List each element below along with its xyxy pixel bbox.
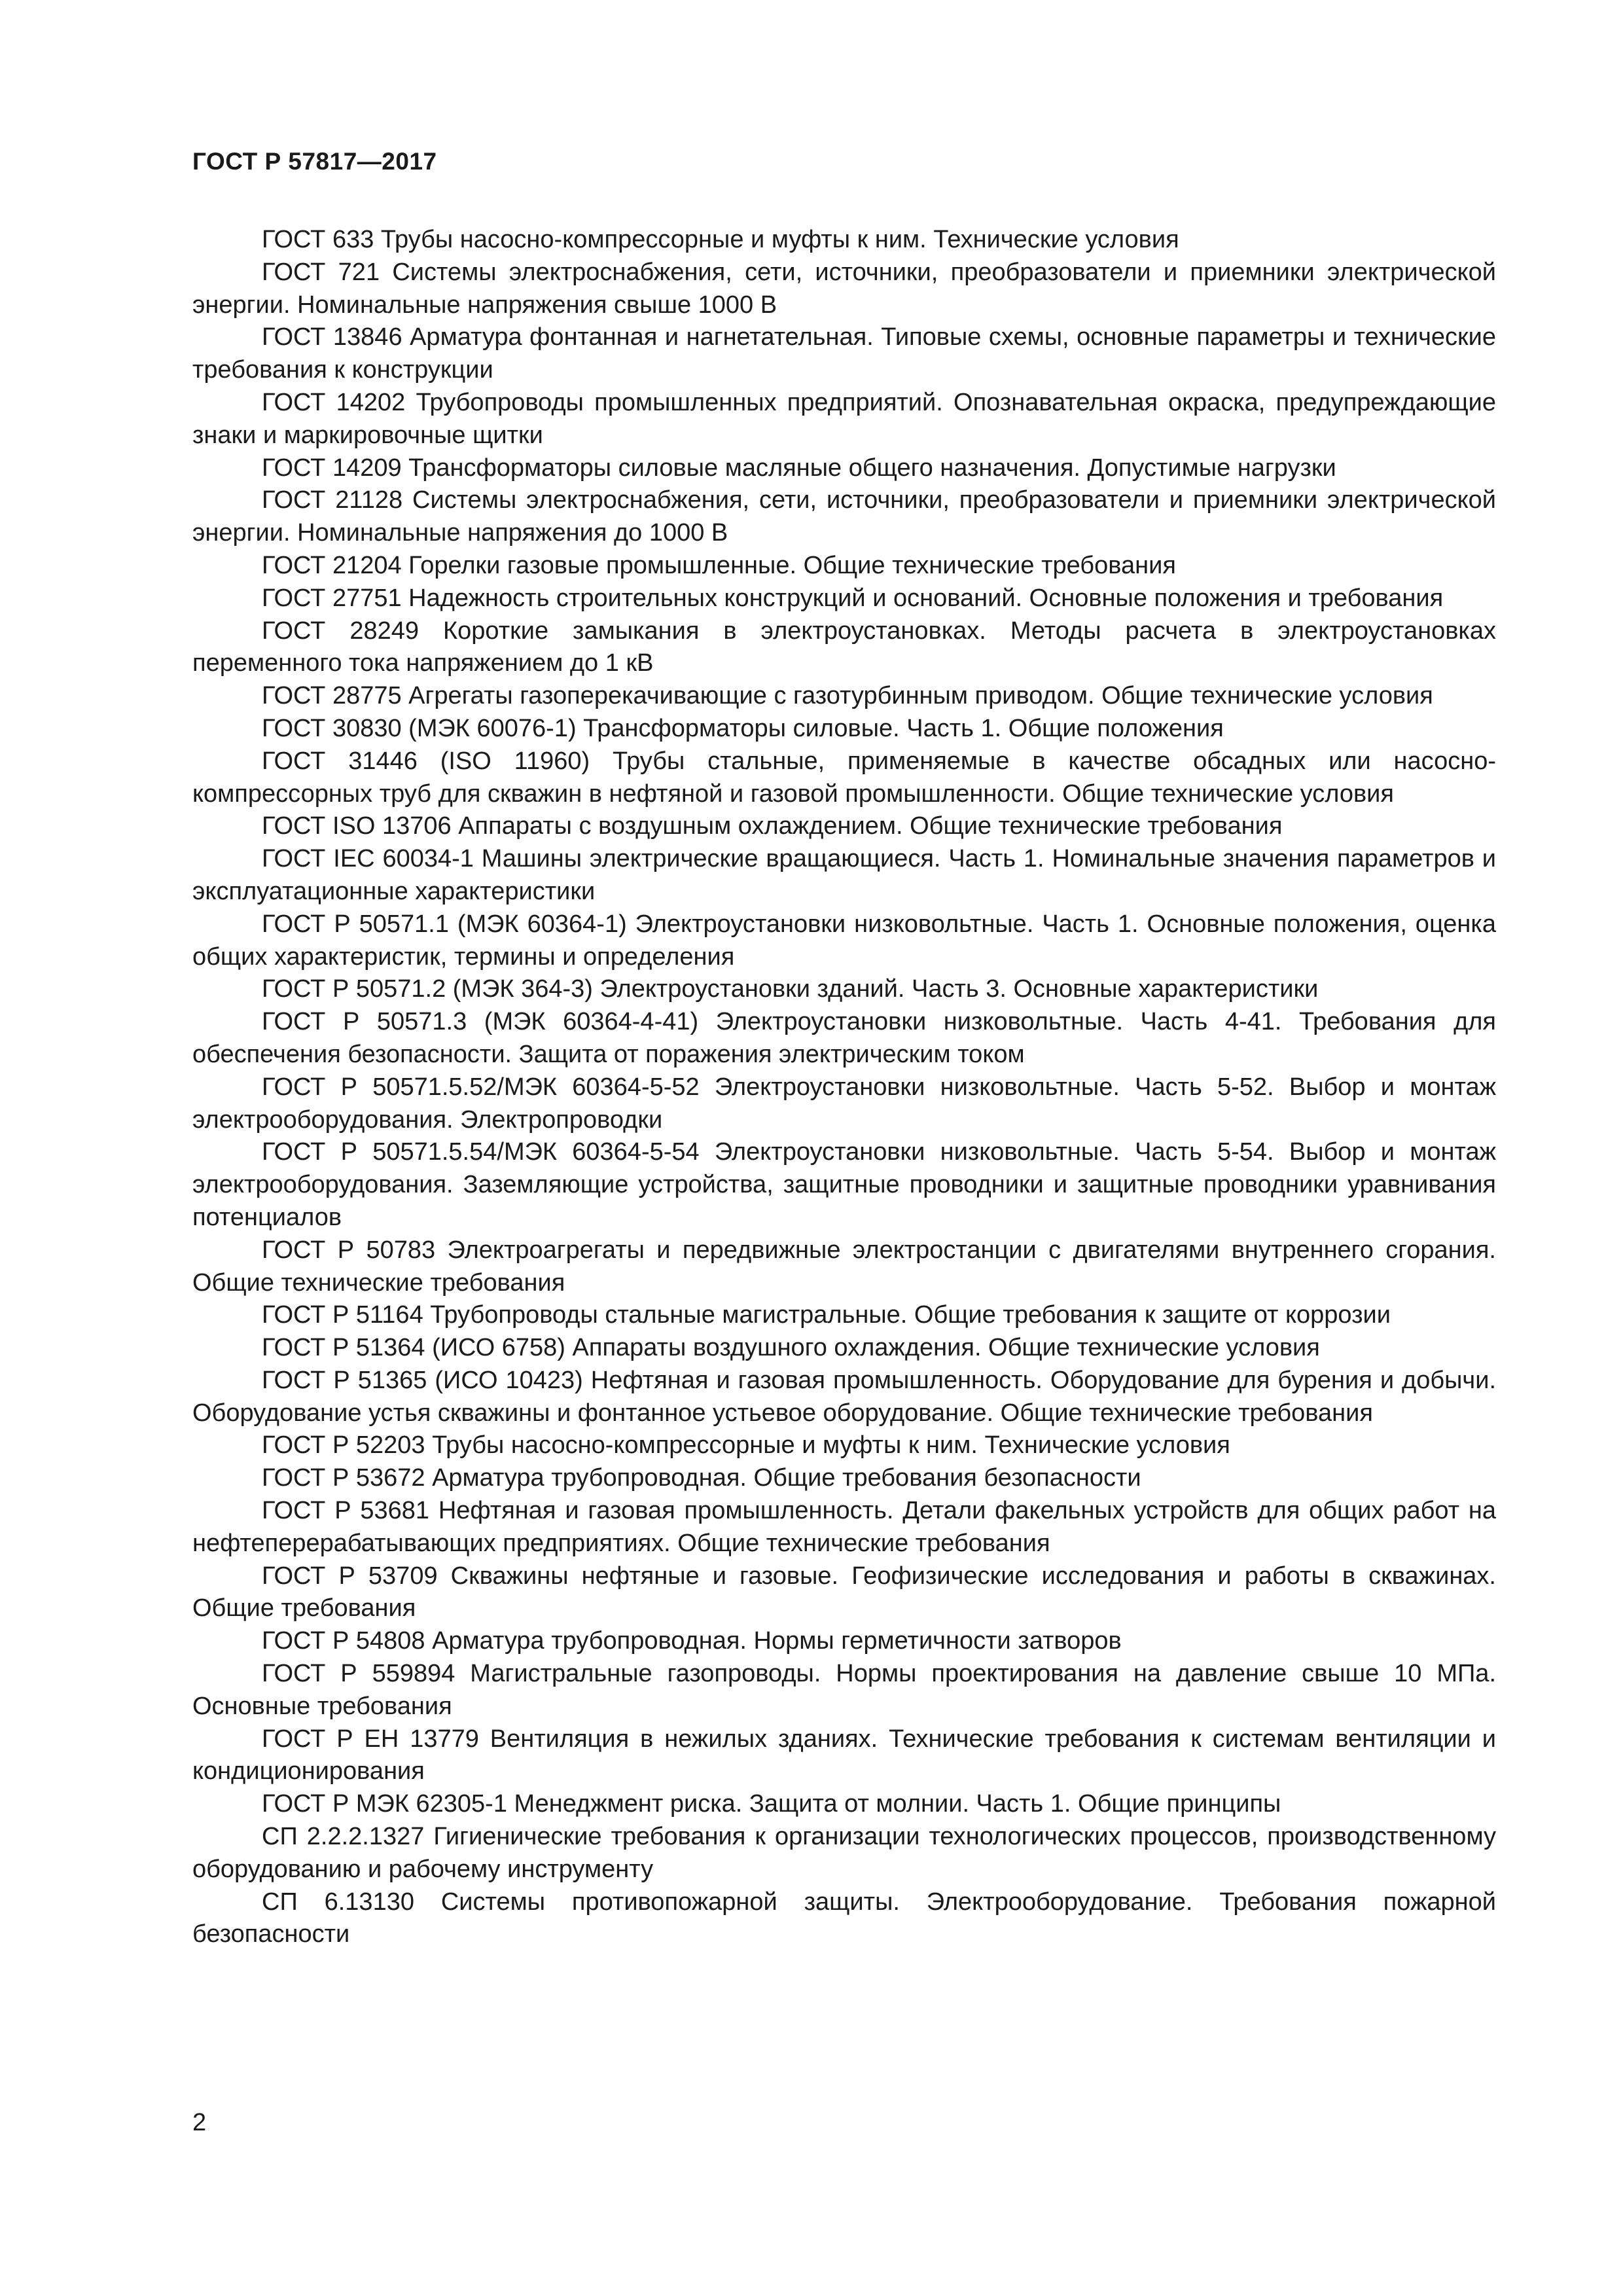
reference-item: ГОСТ IEC 60034-1 Машины электрические вращающиеся. Часть 1. Номинальные значения параметров и эксплуатационные характеристики <box>192 845 1496 905</box>
reference-item: ГОСТ 21204 Горелки газовые промышленные. Общие технические требования <box>262 551 1176 579</box>
reference-item: ГОСТ 28249 Короткие замыкания в электроустановках. Методы расчета в электроустановках переменного тока напряжением до 1 кВ <box>192 617 1496 677</box>
reference-item: ГОСТ Р 53681 Нефтяная и газовая промышленность. Детали факельных устройств для общих работ на нефтеперерабатывающих предприятиях. Общие технические требования <box>192 1497 1496 1557</box>
reference-item: ГОСТ 21128 Системы электроснабжения, сети, источники, преобразователи и приемники электрической энергии. Номинальные напряжения до 1000 В <box>192 486 1496 547</box>
reference-item: ГОСТ Р 50571.5.52/МЭК 60364-5-52 Электроустановки низковольтные. Часть 5-52. Выбор и монтаж электрооборудования. Электропроводки <box>192 1073 1496 1134</box>
reference-item: ГОСТ Р 51364 (ИСО 6758) Аппараты воздушного охлаждения. Общие технические условия <box>262 1334 1320 1362</box>
reference-item: ГОСТ Р 54808 Арматура трубопроводная. Нормы герметичности затворов <box>262 1627 1122 1655</box>
reference-item: ГОСТ 13846 Арматура фонтанная и нагнетательная. Типовые схемы, основные параметры и технические требования к конструкции <box>192 323 1496 384</box>
reference-item: ГОСТ 14209 Трансформаторы силовые масляные общего назначения. Допустимые нагрузки <box>262 454 1336 482</box>
reference-item: ГОСТ Р 53672 Арматура трубопроводная. Общие требования безопасности <box>262 1464 1141 1492</box>
normative-references-list <box>192 224 1496 1951</box>
reference-item: ГОСТ 633 Трубы насосно-компрессорные и муфты к ним. Технические условия <box>262 226 1179 253</box>
reference-item: ГОСТ ISO 13706 Аппараты с воздушным охлаждением. Общие технические требования <box>262 812 1283 840</box>
reference-item: ГОСТ Р 53709 Скважины нефтяные и газовые. Геофизические исследования и работы в скважинах. Общие требования <box>192 1562 1496 1623</box>
reference-item: ГОСТ Р МЭК 62305-1 Менеджмент риска. Защита от молнии. Часть 1. Общие принципы <box>262 1790 1281 1818</box>
reference-item: ГОСТ 27751 Надежность строительных конструкций и оснований. Основные положения и требования <box>262 584 1444 612</box>
reference-item: ГОСТ 14202 Трубопроводы промышленных предприятий. Опознавательная окраска, предупреждающие знаки и маркировочные щитки <box>192 388 1496 449</box>
reference-item: ГОСТ Р 559894 Магистральные газопроводы. Нормы проектирования на давление свыше 10 МПа. Основные требования <box>192 1660 1496 1720</box>
reference-item: ГОСТ Р 50571.3 (МЭК 60364-4-41) Электроустановки низковольтные. Часть 4-41. Требования для обеспечения безопасности. Защита от поражения электрическим током <box>192 1008 1496 1068</box>
page-number: 2 <box>192 2109 207 2136</box>
reference-item: ГОСТ Р 50783 Электроагрегаты и передвижные электростанции с двигателями внутреннего сгорания. Общие технические требования <box>192 1236 1496 1297</box>
reference-item: ГОСТ 721 Системы электроснабжения, сети, источники, преобразователи и приемники электрической энергии. Номинальные напряжения свыше 1000 В <box>192 258 1496 319</box>
reference-item: СП 2.2.2.1327 Гигиенические требования к организации технологических процессов, производственному оборудованию и рабочему инструменту <box>192 1823 1496 1883</box>
reference-item: ГОСТ Р ЕН 13779 Вентиляция в нежилых зданиях. Технические требования к системам вентиляции и кондиционирования <box>192 1725 1496 1785</box>
reference-item: СП 6.13130 Системы противопожарной защиты. Электрооборудование. Требования пожарной безопасности <box>192 1888 1496 1948</box>
reference-item: ГОСТ Р 50571.2 (МЭК 364-3) Электроустановки зданий. Часть 3. Основные характеристики <box>262 975 1319 1003</box>
reference-item: ГОСТ Р 51365 (ИСО 10423) Нефтяная и газовая промышленность. Оборудование для бурения и добычи. Оборудование устья скважины и фонтанное устьевое оборудование. Общие технические требования <box>192 1366 1496 1427</box>
reference-item: ГОСТ 31446 (ISO 11960) Трубы стальные, применяемые в качестве обсадных или насосно-компрессорных труб для скважин в нефтяной и газовой промышленности. Общие технические условия <box>192 747 1496 808</box>
reference-item: ГОСТ Р 50571.5.54/МЭК 60364-5-54 Электроустановки низковольтные. Часть 5-54. Выбор и монтаж электрооборудования. Заземляющие устройства, защитные проводники и защитные проводники уравнивания потенциалов <box>192 1138 1496 1231</box>
document-code: ГОСТ Р 57817—2017 <box>192 148 437 175</box>
reference-item: ГОСТ Р 50571.1 (МЭК 60364-1) Электроустановки низковольтные. Часть 1. Основные положения, оценка общих характеристик, термины и определения <box>192 910 1496 971</box>
reference-item: ГОСТ Р 51164 Трубопроводы стальные магистральные. Общие требования к защите от коррозии <box>262 1301 1391 1329</box>
reference-item: ГОСТ 30830 (МЭК 60076-1) Трансформаторы силовые. Часть 1. Общие положения <box>262 714 1224 742</box>
reference-item: ГОСТ Р 52203 Трубы насосно-компрессорные и муфты к ним. Технические условия <box>262 1431 1230 1460</box>
reference-item: ГОСТ 28775 Агрегаты газоперекачивающие с газотурбинным приводом. Общие технические условия <box>262 682 1433 710</box>
